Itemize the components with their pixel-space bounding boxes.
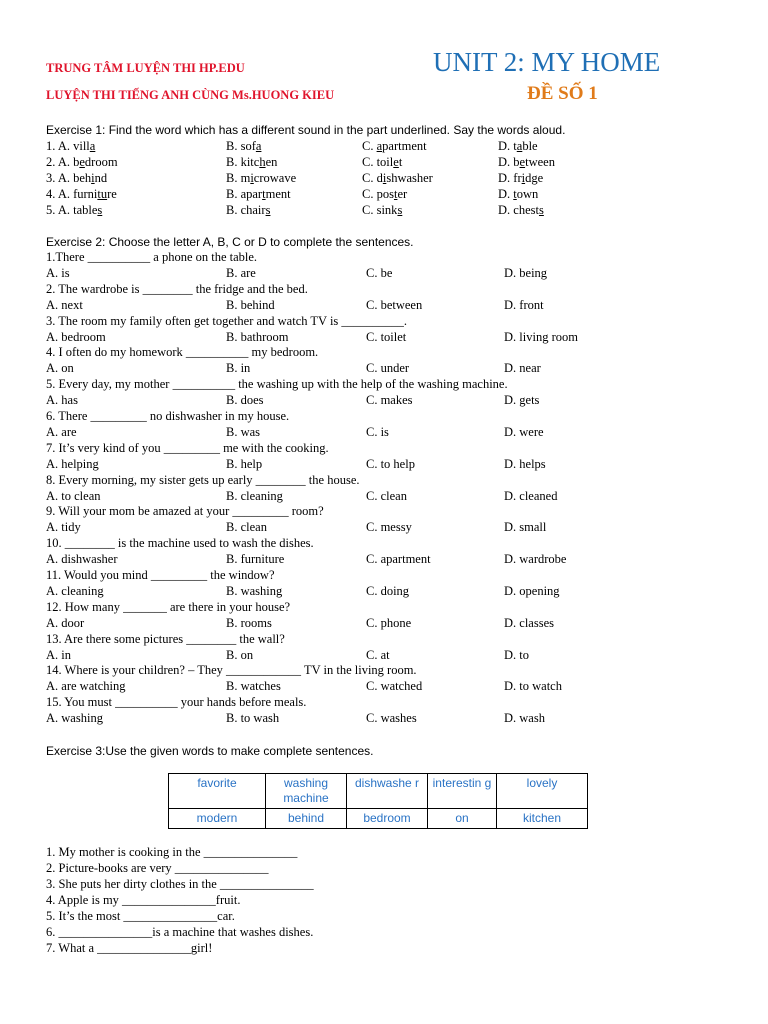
option: B. in [226,361,251,376]
question-text: 1.There __________ a phone on the table. [46,250,258,264]
option: D. wardrobe [504,552,567,567]
sentence-line: 1. My mother is cooking in the _______________ [46,845,298,859]
option: A. door [46,615,85,630]
word-cell: dishwashe r [347,774,428,809]
sentence-line: 2. Picture-books are very _______________ [46,861,269,875]
sentence-line: 6. _______________is a machine that washes dishes. [46,925,314,939]
word-cell: favorite [169,774,266,809]
option: B. bathroom [226,329,289,344]
underlined-part: i [91,171,95,185]
unit-title: UNIT 2: MY HOME [433,47,661,77]
teacher-line: LUYỆN THI TIẾNG ANH CÙNG Ms.HUONG KIEU [46,88,335,102]
underlined-part: i [521,171,526,185]
question-text: 2. The wardrobe is ________ the fridge and the bed. [46,281,308,296]
option: D. gets [504,393,540,408]
option: C. sinks [362,203,403,217]
option: C. poster [362,187,408,201]
option: B. does [226,393,264,408]
option: 1. A. villa [46,139,96,153]
underlined-part: a [516,139,523,153]
option: D. chests [498,203,544,217]
word-cell: kitchen [497,809,588,829]
option: 3. A. behind [46,171,108,185]
option: B. cleaning [226,488,283,503]
option: A. has [46,393,78,408]
option: C. washes [366,711,417,726]
word-cell: washing machine [266,774,347,809]
option: D. were [504,425,544,439]
option: B. clean [226,520,267,535]
exercise3-title: Exercise 3:Use the given words to make complete sentences. [46,744,374,758]
option: A. tidy [46,520,81,535]
option: B. washing [226,584,283,598]
word-cell: behind [266,809,347,829]
option: D. wash [504,711,545,726]
option: B. are [226,266,256,280]
option: B. to wash [226,711,280,726]
question-text: 14. Where is your children? – They ____________ TV in the living room. [46,663,417,678]
option: C. toilet [366,329,407,344]
word-cell: interestin g [428,774,497,809]
option: C. dishwasher [362,171,433,185]
underlined-part: t [262,187,266,201]
option: B. on [226,647,254,662]
option: D. table [498,139,538,153]
question-text: 5. Every day, my mother __________ the washing up with the help of the washing machine. [46,377,508,392]
option: B. apartment [226,187,291,201]
option: C. be [366,266,393,280]
option: A. to clean [46,488,101,503]
option: D. front [504,297,544,312]
question-text: 7. It’s very kind of you _________ me with the cooking. [46,440,329,455]
option: C. phone [366,615,412,630]
option: 2. A. bedroom [46,155,118,169]
option: A. are [46,425,77,439]
option: C. doing [366,584,410,598]
sentence-line: 3. She puts her dirty clothes in the _______________ [46,877,314,891]
option: A. dishwasher [46,552,118,567]
option: D. to watch [504,679,562,694]
option: A. washing [46,711,103,726]
option: D. living room [504,329,578,344]
word-table-row [169,809,588,829]
option: D. to [504,647,529,662]
word-cell: modern [169,809,266,829]
sentence-line: 5. It’s the most _______________car. [46,909,235,923]
word-cell: lovely [497,774,588,809]
question-text: 11. Would you mind _________ the window? [46,568,275,582]
option: C. apartment [366,552,431,567]
center-name: TRUNG TÂM LUYỆN THI HP.EDU [46,61,245,75]
option: B. microwave [226,171,297,185]
word-cell: bedroom [347,809,428,829]
underlined-part: tu [97,187,108,201]
option: C. clean [366,488,407,503]
option: A. bedroom [46,329,106,344]
underlined-part: s [265,203,271,217]
exercise1-title: Exercise 1: Find the word which has a different sound in the part underlined. Say the words aloud. [46,123,566,137]
underlined-part: e [519,155,526,169]
option: A. helping [46,456,99,471]
option: D. town [498,187,539,201]
option: C. apartment [362,139,427,153]
option: A. cleaning [46,584,104,598]
underlined-part: t [513,187,517,201]
sentence-line: 7. What a _______________girl! [46,941,213,955]
option: C. between [366,297,423,312]
option: B. rooms [226,615,272,630]
question-text: 4. I often do my homework __________ my bedroom. [46,345,319,360]
option: D. helps [504,456,546,471]
underlined-part: s [97,203,103,217]
underlined-part: h [259,155,266,169]
question-text: 10. ________ is the machine used to wash the dishes. [46,536,314,551]
option: A. in [46,647,71,662]
option: B. sofa [226,139,262,153]
question-text: 8. Every morning, my sister gets up early ________ the house. [46,472,360,487]
option: D. opening [504,584,560,598]
option: B. chairs [226,203,271,217]
option: D. classes [504,615,554,630]
option: B. kitchen [226,155,278,169]
option: D. fridge [498,171,544,185]
underlined-part: e [393,155,399,169]
question-text: 12. How many _______ are there in your house? [46,599,291,614]
option: C. is [366,425,389,439]
option: D. cleaned [504,488,558,503]
word-table-row [169,774,588,809]
word-cell: on [428,809,497,829]
test-number: ĐỀ SỐ 1 [527,83,598,104]
exercise2-title: Exercise 2: Choose the letter A, B, C or D to complete the sentences. [46,235,414,249]
underlined-part: a [376,139,383,153]
option: C. under [366,361,410,376]
question-text: 9. Will your mom be amazed at your _________ room? [46,504,324,519]
option: 4. A. furniture [46,187,117,201]
option: C. messy [366,520,412,535]
option: C. makes [366,393,413,408]
underlined-part: s [538,203,544,217]
option: C. watched [366,679,423,694]
sentence-line: 4. Apple is my _______________fruit. [46,893,241,907]
underlined-part: t [393,187,398,201]
underlined-part: s [397,203,403,217]
option: B. behind [226,297,275,312]
option: B. help [226,456,263,471]
underlined-part: i [382,171,387,185]
option: C. toilet [362,155,403,169]
option: B. furniture [226,552,285,567]
question-text: 3. The room my family often get together and watch TV is __________. [46,313,408,328]
option: 5. A. tables [46,203,103,217]
option: D. small [504,520,547,535]
option: A. next [46,297,83,312]
question-text: 6. There _________ no dishwasher in my house. [46,409,290,423]
option: D. between [498,155,555,169]
question-text: 15. You must __________ your hands before meals. [46,695,307,710]
option: A. on [46,361,74,376]
underlined-part: a [89,139,96,153]
word-table [168,773,588,829]
question-text: 13. Are there some pictures ________ the wall? [46,631,285,646]
option: B. was [226,425,261,439]
option: C. at [366,647,390,662]
underlined-part: i [250,171,254,185]
option: D. near [504,361,541,376]
option: C. to help [366,456,415,471]
option: A. is [46,266,70,280]
option: D. being [504,266,548,280]
option: A. are watching [46,679,126,694]
underlined-part: e [79,155,85,169]
option: B. watches [226,679,281,694]
underlined-part: a [255,139,262,153]
